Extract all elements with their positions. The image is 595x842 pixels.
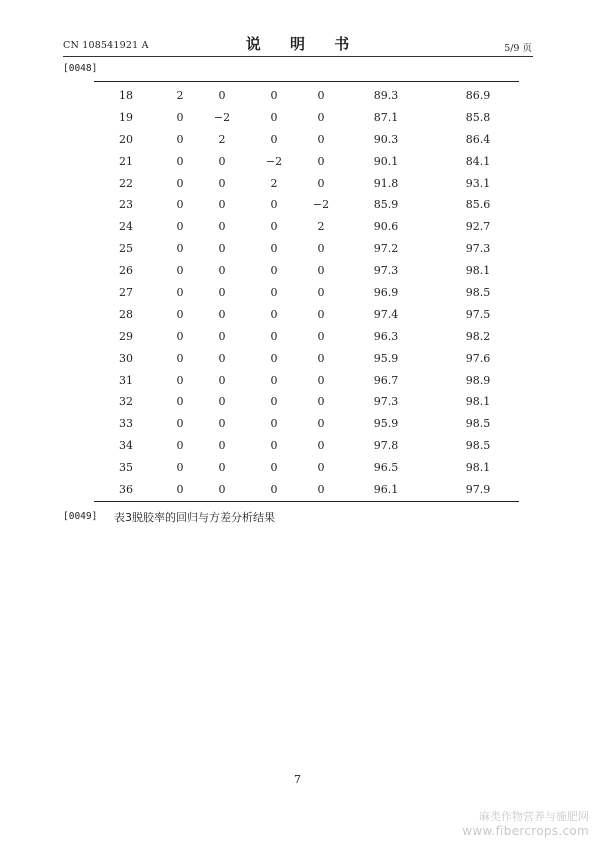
table-cell: 0 [270, 110, 278, 124]
table-cell: 0 [176, 242, 184, 256]
table-cell: 0 [218, 351, 226, 365]
table-cell: 0 [270, 132, 278, 146]
table-cell: 0 [270, 198, 278, 212]
table-row [94, 130, 519, 152]
table-cell: 0 [317, 439, 325, 453]
table-top-rule [94, 81, 519, 82]
table-cell: 86.9 [465, 89, 491, 102]
table-row [94, 305, 519, 327]
table-cell: 0 [218, 242, 226, 256]
table-cell: 0 [176, 198, 184, 212]
table-cell: 89.3 [373, 89, 399, 102]
table-cell: 97.9 [465, 483, 491, 497]
patent-number: CN 108541921 A [63, 40, 149, 51]
table-cell: 33 [119, 417, 133, 431]
table-cell: 0 [218, 395, 226, 409]
table-row [94, 108, 519, 130]
table-cell: 0 [218, 286, 226, 300]
table-cell: 97.3 [373, 395, 399, 409]
table-cell: 96.7 [373, 373, 399, 387]
table-cell: 20 [119, 132, 133, 146]
table-cell: 0 [270, 483, 278, 497]
paragraph-tag-0049: [0049] [63, 511, 98, 522]
table-cell: 36 [119, 483, 133, 497]
table-cell: 97.2 [373, 242, 399, 256]
table-cell: 0 [218, 264, 226, 278]
table-row [94, 195, 519, 217]
table-row [94, 392, 519, 414]
table-cell: 86.4 [465, 132, 491, 146]
table-cell: 0 [218, 307, 226, 321]
table-cell: 0 [176, 395, 184, 409]
table-cell: 0 [270, 351, 278, 365]
table-cell: 0 [176, 307, 184, 321]
table-cell: 30 [119, 351, 133, 365]
table-cell: 0 [317, 417, 325, 431]
table-cell: 85.6 [465, 198, 491, 212]
table-cell: 0 [317, 373, 325, 387]
table-cell: 0 [176, 483, 184, 497]
table-cell: 0 [317, 461, 325, 475]
table-cell: 95.9 [373, 351, 399, 365]
table-row [94, 327, 519, 349]
table-row [94, 371, 519, 393]
table-cell: 2 [270, 176, 278, 190]
table-cell: 96.5 [373, 461, 399, 475]
table-cell: 87.1 [373, 110, 399, 124]
table-cell: 96.9 [373, 286, 399, 300]
table-cell: 93.1 [465, 176, 491, 190]
table-cell: 0 [218, 176, 226, 190]
table-cell: 96.3 [373, 329, 399, 343]
table-cell: 98.1 [465, 264, 491, 278]
table-cell: 0 [270, 417, 278, 431]
table-cell: 0 [218, 329, 226, 343]
table-cell: 0 [176, 132, 184, 146]
table-cell: 26 [119, 264, 133, 278]
table-cell: 0 [270, 264, 278, 278]
header-divider [63, 56, 533, 57]
table-cell: 0 [317, 483, 325, 497]
table-cell: 0 [270, 439, 278, 453]
table-cell: −2 [312, 198, 330, 212]
table-cell: 34 [119, 439, 133, 453]
table-cell: 23 [119, 198, 133, 212]
table-cell: 98.5 [465, 417, 491, 431]
table-cell: 0 [270, 242, 278, 256]
table-row [94, 261, 519, 283]
table-row [94, 458, 519, 480]
table-cell: 2 [317, 220, 325, 234]
data-table [94, 86, 519, 502]
table-cell: 90.3 [373, 132, 399, 146]
table-cell: 85.8 [465, 110, 491, 124]
table-cell: 98.1 [465, 395, 491, 409]
watermark-name: 麻类作物营养与施肥网 [479, 810, 589, 823]
document-title: 说 明 书 [245, 35, 362, 53]
table-cell: 0 [218, 89, 226, 102]
table-cell: 0 [270, 373, 278, 387]
table-cell: 84.1 [465, 154, 491, 168]
table-cell: 25 [119, 242, 133, 256]
table-cell: 2 [176, 89, 184, 102]
table-cell: 0 [317, 286, 325, 300]
table-cell: 0 [176, 373, 184, 387]
table-row [94, 239, 519, 261]
table-caption: 表3脱胶率的回归与方差分析结果 [114, 511, 275, 524]
table-cell: 85.9 [373, 198, 399, 212]
table-cell: 0 [317, 110, 325, 124]
table-cell: 97.3 [373, 264, 399, 278]
table-cell: 97.8 [373, 439, 399, 453]
table-cell: 0 [176, 351, 184, 365]
page-number: 7 [294, 773, 301, 786]
table-cell: 0 [176, 154, 184, 168]
table-cell: 90.6 [373, 220, 399, 234]
table-cell: 97.5 [465, 307, 491, 321]
table-cell: 0 [176, 417, 184, 431]
table-cell: 0 [317, 307, 325, 321]
paragraph-tag-0048: [0048] [63, 63, 98, 74]
table-cell: 21 [119, 154, 133, 168]
table-cell: 97.3 [465, 242, 491, 256]
table-cell: 29 [119, 329, 133, 343]
table-bottom-rule [94, 501, 519, 502]
table-row [94, 480, 519, 502]
table-row [94, 436, 519, 458]
table-cell: 0 [176, 264, 184, 278]
table-row [94, 217, 519, 239]
table-cell: 0 [270, 286, 278, 300]
table-cell: 0 [270, 220, 278, 234]
table-cell: 91.8 [373, 176, 399, 190]
table-cell: −2 [265, 154, 283, 168]
table-cell: 22 [119, 176, 133, 190]
table-cell: 0 [176, 461, 184, 475]
table-cell: 0 [218, 220, 226, 234]
table-cell: 96.1 [373, 483, 399, 497]
table-cell: 98.2 [465, 329, 491, 343]
table-cell: 97.6 [465, 351, 491, 365]
table-cell: 31 [119, 373, 133, 387]
table-cell: 0 [317, 89, 325, 102]
document-header [0, 0, 595, 60]
table-row [94, 152, 519, 174]
table-cell: 0 [176, 220, 184, 234]
table-row [94, 349, 519, 371]
table-cell: 27 [119, 286, 133, 300]
table-cell: 0 [218, 461, 226, 475]
table-cell: 0 [270, 461, 278, 475]
table-cell: 0 [270, 329, 278, 343]
table-cell: 0 [218, 483, 226, 497]
table-cell: 0 [270, 307, 278, 321]
table-cell: 0 [317, 242, 325, 256]
table-cell: 95.9 [373, 417, 399, 431]
table-cell: 0 [176, 110, 184, 124]
table-cell: 0 [317, 395, 325, 409]
table-cell: 97.4 [373, 307, 399, 321]
table-cell: 28 [119, 307, 133, 321]
table-cell: 0 [176, 439, 184, 453]
table-cell: 0 [270, 395, 278, 409]
table-cell: 98.1 [465, 461, 491, 475]
table-row [94, 86, 519, 108]
table-row [94, 414, 519, 436]
table-cell: 0 [176, 176, 184, 190]
table-cell: 98.9 [465, 373, 491, 387]
table-cell: 0 [317, 351, 325, 365]
table-cell: 0 [317, 176, 325, 190]
table-row [94, 174, 519, 196]
table-cell: 0 [317, 329, 325, 343]
table-cell: 0 [218, 154, 226, 168]
table-cell: 0 [176, 329, 184, 343]
table-cell: 0 [218, 439, 226, 453]
table-cell: 19 [119, 110, 133, 124]
watermark [462, 810, 589, 838]
table-cell: 24 [119, 220, 133, 234]
table-cell: 0 [218, 417, 226, 431]
table-cell: 98.5 [465, 286, 491, 300]
table-cell: 32 [119, 395, 133, 409]
table-row [94, 283, 519, 305]
table-cell: 0 [218, 373, 226, 387]
table-cell: 35 [119, 461, 133, 475]
table-cell: 0 [317, 132, 325, 146]
table-cell: 2 [218, 132, 226, 146]
table-cell: 18 [119, 89, 133, 102]
table-cell: −2 [213, 110, 231, 124]
table-cell: 0 [317, 154, 325, 168]
table-cell: 98.5 [465, 439, 491, 453]
table-cell: 0 [317, 264, 325, 278]
watermark-url: www.fibercrops.com [462, 824, 589, 838]
table-cell: 0 [218, 198, 226, 212]
table-cell: 90.1 [373, 154, 399, 168]
page-indicator: 5/9 页 [504, 43, 532, 54]
table-cell: 92.7 [465, 220, 491, 234]
table-cell: 0 [270, 89, 278, 102]
table-cell: 0 [176, 286, 184, 300]
